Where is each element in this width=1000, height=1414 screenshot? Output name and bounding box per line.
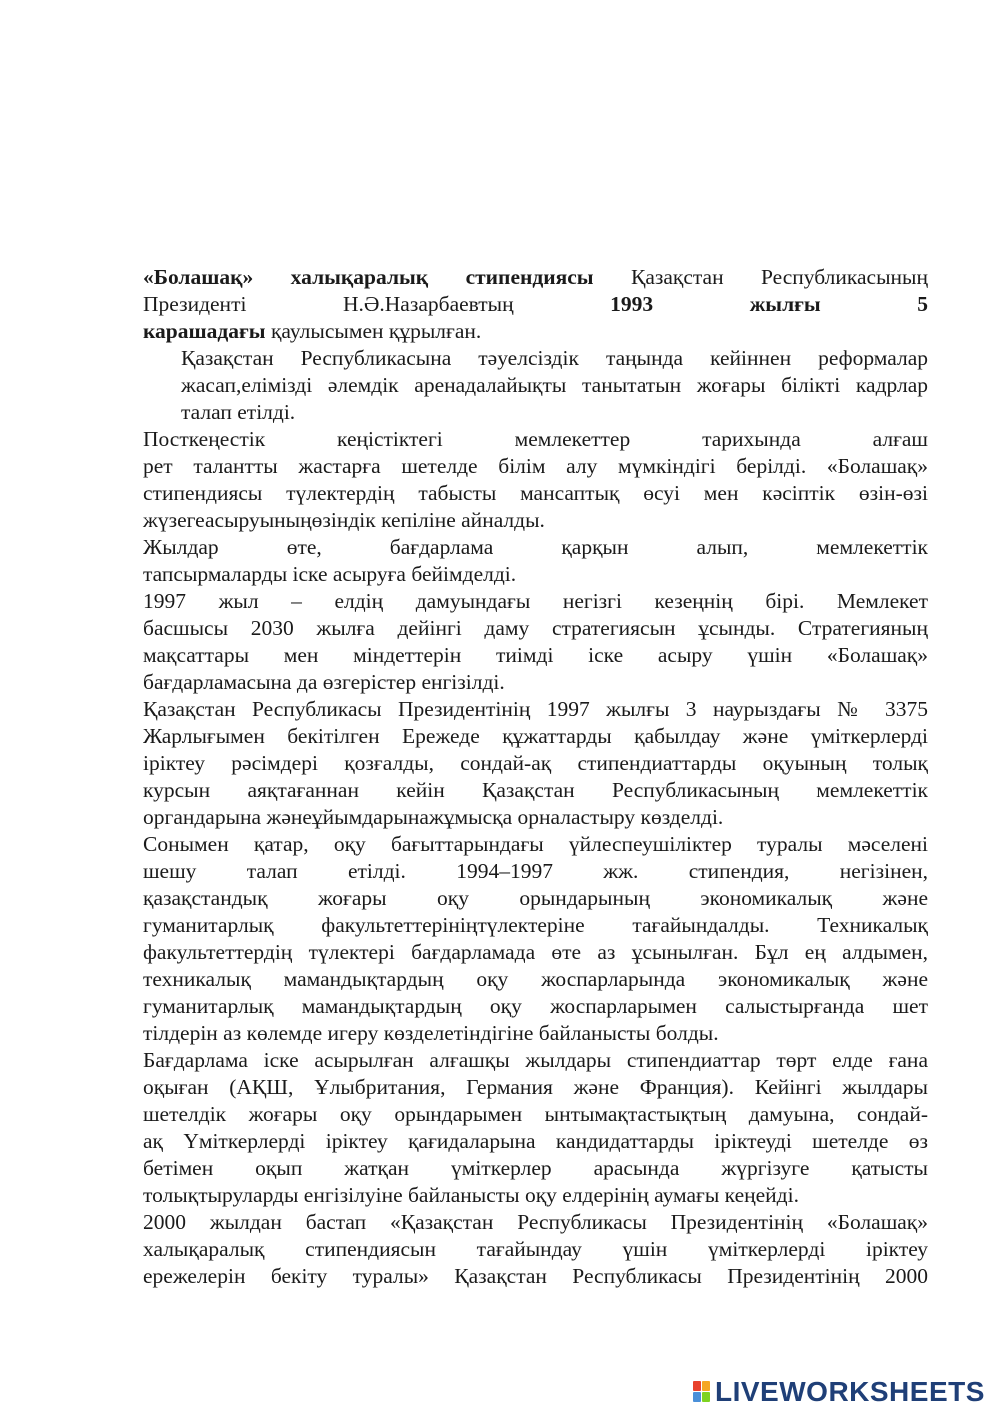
text: бағдарламасына да өзгерістер енгізілді. bbox=[143, 670, 505, 694]
text: Қазақстан Республикасы Президентінің 1997 жылғы 3 наурыздағы № 3375 bbox=[143, 697, 928, 721]
text: тапсырмаларды іске асыруға бейімделді. bbox=[143, 562, 517, 586]
text-line bbox=[143, 291, 928, 318]
text: шетелдік жоғары оқу орындарымен ынтымақтастықтың дамуына, сондай- bbox=[143, 1102, 928, 1126]
text: Президенті Н.Ә.Назарбаевтың bbox=[143, 292, 611, 316]
paragraph bbox=[143, 1047, 928, 1209]
liveworksheets-logo bbox=[693, 1378, 985, 1406]
text-line bbox=[143, 1074, 928, 1101]
text: Қазақстан Республикасының bbox=[593, 265, 928, 289]
text-line bbox=[143, 507, 928, 534]
text: шешу талап етілді. 1994–1997 жж. стипендия, негізінен, bbox=[143, 859, 928, 883]
text-line bbox=[143, 1101, 928, 1128]
text-line bbox=[143, 1182, 928, 1209]
bold-text: карашадағы bbox=[143, 319, 266, 343]
paragraph bbox=[143, 696, 928, 831]
text: техникалық мамандықтардың оқу жоспарларында экономикалық және bbox=[143, 967, 928, 991]
text-line bbox=[143, 1047, 928, 1074]
text-line bbox=[143, 858, 928, 885]
text-line bbox=[143, 1263, 928, 1290]
text: гуманитарлық факультеттерініңтүлектеріне тағайындалды. Техникалық bbox=[143, 913, 928, 937]
text: тілдерін аз көлемде игеру көзделетіндігіне байланысты болды. bbox=[143, 1021, 719, 1045]
text-line bbox=[143, 723, 928, 750]
text: толықтыруларды енгізілуіне байланысты оқу елдерінің аумағы кеңейді. bbox=[143, 1183, 799, 1207]
paragraph bbox=[143, 1209, 928, 1290]
text-line bbox=[143, 912, 928, 939]
text: курсын аяқтағаннан кейін Қазақстан Республикасының мемлекеттік bbox=[143, 778, 928, 802]
text: іріктеу рәсімдері қозғалды, сондай-ақ стипендиаттарды оқуының толық bbox=[143, 751, 928, 775]
liveworksheets-logo-text: LIVEWORKSHEETS bbox=[715, 1376, 985, 1407]
text-line bbox=[143, 345, 928, 372]
bold-text: 1993 жылғы 5 bbox=[610, 292, 928, 316]
text-line bbox=[143, 777, 928, 804]
text-line bbox=[143, 534, 928, 561]
document-body bbox=[143, 264, 928, 1290]
text-line bbox=[143, 399, 928, 426]
text-line bbox=[143, 426, 928, 453]
text-line bbox=[143, 885, 928, 912]
text: халықаралық стипендиясын тағайындау үшін үміткерлерді іріктеу bbox=[143, 1237, 928, 1261]
text-line bbox=[143, 993, 928, 1020]
text: қаулысымен құрылған. bbox=[265, 319, 482, 343]
text: факультеттердің түлектері бағдарламада өте аз ұсынылған. Бұл ең алдымен, bbox=[143, 940, 928, 964]
text: Сонымен қатар, оқу бағыттарындағы үйлеспеушіліктер туралы мәселені bbox=[143, 832, 928, 856]
paragraph bbox=[143, 345, 928, 426]
text: ережелерін бекіту туралы» Қазақстан Республикасы Президентінің 2000 bbox=[143, 1264, 928, 1288]
text: қазақстандық жоғары оқу орындарының экономикалық және bbox=[143, 886, 928, 910]
text-line bbox=[143, 1155, 928, 1182]
text-line bbox=[143, 669, 928, 696]
text: стипендиясы түлектердің табысты мансаптық өсуі мен кәсіптік өзін-өзі bbox=[143, 481, 928, 505]
text: органдарына жәнеұйымдарынажұмысқа орналастыру көзделді. bbox=[143, 805, 724, 829]
text-line bbox=[143, 588, 928, 615]
text-line bbox=[143, 561, 928, 588]
paragraph bbox=[143, 264, 928, 345]
text: оқыған (АҚШ, Ұлыбритания, Германия және Франция). Кейінгі жылдары bbox=[143, 1075, 928, 1099]
text-line bbox=[143, 1128, 928, 1155]
text-line bbox=[143, 750, 928, 777]
text-line bbox=[143, 966, 928, 993]
text: 2000 жылдан бастап «Қазақстан Республикасы Президентінің «Болашақ» bbox=[143, 1210, 928, 1234]
text: 1997 жыл – елдің дамуындағы негізгі кезеңнің бірі. Мемлекет bbox=[143, 589, 928, 613]
text-line bbox=[143, 696, 928, 723]
text-line bbox=[143, 318, 928, 345]
paragraph bbox=[143, 534, 928, 588]
text-line bbox=[143, 480, 928, 507]
paragraph bbox=[143, 426, 928, 534]
text: басшысы 2030 жылға дейінгі даму стратегиясын ұсынды. Стратегияның bbox=[143, 616, 928, 640]
paragraph bbox=[143, 588, 928, 696]
text: Посткеңестік кеңістіктегі мемлекеттер тарихында алғаш bbox=[143, 427, 928, 451]
text-line bbox=[143, 372, 928, 399]
text: Қазақстан Республикасына тәуелсіздік таңында кейіннен реформалар bbox=[181, 346, 928, 370]
text: мақсаттары мен міндеттерін тиімді іске асыру үшін «Болашақ» bbox=[143, 643, 928, 667]
text: ақ Үміткерлерді іріктеу қағидаларына кандидаттарды іріктеуді шетелде өз bbox=[143, 1129, 928, 1153]
text: Жылдар өте, бағдарлама қарқын алып, мемлекеттік bbox=[143, 535, 928, 559]
text-line bbox=[143, 1020, 928, 1047]
liveworksheets-logo-icon bbox=[693, 1381, 711, 1403]
text: Жарлығымен бекітілген Ережеде құжаттарды қабылдау және үміткерлерді bbox=[143, 724, 928, 748]
text-line bbox=[143, 1236, 928, 1263]
text-line bbox=[143, 831, 928, 858]
text-line bbox=[143, 264, 928, 291]
text: рет талантты жастарға шетелде білім алу мүмкіндігі берілді. «Болашақ» bbox=[143, 454, 928, 478]
text: талап етілді. bbox=[181, 400, 296, 424]
text-line bbox=[143, 642, 928, 669]
paragraph bbox=[143, 831, 928, 1047]
text: гуманитарлық мамандықтардың оқу жоспарларымен салыстырғанда шет bbox=[143, 994, 928, 1018]
text-line bbox=[143, 939, 928, 966]
text: Бағдарлама іске асырылған алғашқы жылдары стипендиаттар төрт елде ғана bbox=[143, 1048, 928, 1072]
text-line bbox=[143, 1209, 928, 1236]
text-line bbox=[143, 615, 928, 642]
text-line bbox=[143, 804, 928, 831]
text: жасап,елімізді әлемдік аренадалайықты танытатын жоғары білікті кадрлар bbox=[181, 373, 928, 397]
bold-text: «Болашақ» халықаралық стипендиясы bbox=[143, 265, 594, 289]
text: жүзегеасыруыныңөзіндік кепіліне айналды. bbox=[143, 508, 545, 532]
text-line bbox=[143, 453, 928, 480]
text: бетімен оқып жатқан үміткерлер арасында жүргізуге қатысты bbox=[143, 1156, 928, 1180]
